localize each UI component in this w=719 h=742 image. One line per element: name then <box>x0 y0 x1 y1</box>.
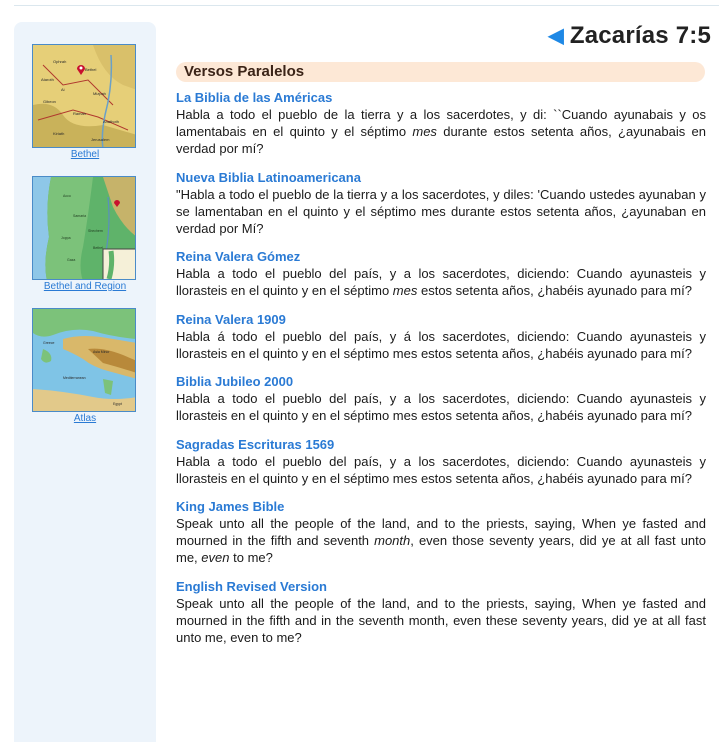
section-title: Versos Paralelos <box>184 63 305 80</box>
bethel-region-map-thumbnail[interactable] <box>32 176 136 280</box>
bethel-map-thumbnail[interactable] <box>32 44 136 148</box>
map-card-bethel-region[interactable] <box>32 176 138 293</box>
svg-text:Mediterranean: Mediterranean <box>63 376 86 380</box>
verse-text: Habla a todo el pueblo de la tierra y a los sacerdotes, y di: ``Cuando ayunabais y os lamentabais en el quinto y el séptimo mes durante estos setenta años, ¿ayunabais en verdad por mí? <box>176 107 707 156</box>
map-card-atlas[interactable] <box>32 308 138 425</box>
list-item <box>176 311 706 362</box>
svg-text:Shechem: Shechem <box>88 229 103 233</box>
svg-text:Asia Minor: Asia Minor <box>93 350 110 354</box>
map-caption-bethel[interactable]: Bethel <box>70 149 100 160</box>
version-link[interactable]: La Biblia de las Américas <box>176 90 333 105</box>
svg-text:Joppa: Joppa <box>61 236 71 240</box>
top-divider <box>14 5 719 6</box>
svg-text:Jerusalem: Jerusalem <box>91 137 110 142</box>
verse-text: Habla á todo el pueblo del país, y á los sacerdotes, diciendo: Cuando ayunasteis y llorasteis en el quinto y en el séptimo mes estos setenta años, ¿habéis ayunado para mí? <box>176 328 706 361</box>
verse-text: Habla a todo el pueblo del país, y a los sacerdotes, diciendo: Cuando ayunasteis y llorasteis en el quinto y en el séptimo mes estos setenta años, ¿habéis ayunado para mí? <box>176 453 706 486</box>
svg-text:Gaza: Gaza <box>67 258 76 262</box>
svg-text:Bethel: Bethel <box>93 246 103 250</box>
svg-text:Anathoth: Anathoth <box>103 119 120 124</box>
svg-text:Ramah: Ramah <box>73 111 86 116</box>
svg-text:Ophrah: Ophrah <box>53 59 67 64</box>
page-title <box>548 22 711 50</box>
svg-text:Mizpah: Mizpah <box>93 91 106 96</box>
verse-text: "Habla a todo el pueblo de la tierra y a los sacerdotes, y diles: 'Cuando ustedes ayunaban y se lamentaban en el quinto y el séptimo mes durante estos setenta años, ¿ayunaban en verdad por Mí? <box>176 186 706 236</box>
list-item <box>176 498 706 566</box>
atlas-map-thumbnail[interactable] <box>32 308 136 412</box>
version-link[interactable]: English Revised Version <box>176 578 327 594</box>
svg-text:Gibeon: Gibeon <box>43 99 56 104</box>
version-link[interactable]: King James Bible <box>176 499 285 514</box>
verse-text: Habla a todo el pueblo del país, y a los sacerdotes, diciendo: Cuando ayunasteis y llorasteis en el quinto y en el séptimo mes estos setenta años, ¿habéis ayunado para mí? <box>176 266 706 298</box>
svg-text:Egypt: Egypt <box>113 402 122 406</box>
svg-text:Ai: Ai <box>61 87 65 92</box>
version-link[interactable]: Nueva Biblia Latinoamericana <box>176 169 361 185</box>
map-caption-bethel-region[interactable]: Bethel and Region <box>43 281 127 292</box>
svg-text:Ataroth: Ataroth <box>41 77 54 82</box>
verse-text: Habla a todo el pueblo del país, y a los sacerdotes, diciendo: Cuando ayunasteis y llorasteis en el quinto y en el séptimo mes estos setenta años, ¿habéis ayunado para mí? <box>176 391 706 423</box>
map-card-bethel[interactable] <box>32 44 138 161</box>
section-header <box>176 62 705 82</box>
parallel-verses-list <box>176 89 706 657</box>
svg-text:Acco: Acco <box>63 194 71 198</box>
verse-text: Speak unto all the people of the land, and to the priests, saying, When ye fasted and mourned in the fifth and in the seventh month, even these seventy years, did ye at all fast unto me, even to me? <box>176 595 706 645</box>
verse-text: Speak unto all the people of the land, and to the priests, saying, When ye fasted and mourned in the fifth and seventh month, even those seventy years, did ye at all fast unto me, even to me? <box>176 516 706 565</box>
svg-text:Samaria: Samaria <box>73 214 87 218</box>
list-item <box>176 578 706 646</box>
page-title-text: Zacarías 7:5 <box>569 22 711 49</box>
svg-text:Greece: Greece <box>43 341 55 345</box>
left-triangle-icon[interactable]: ◀ <box>548 25 564 47</box>
version-link[interactable]: Biblia Jubileo 2000 <box>176 374 294 389</box>
version-link[interactable]: Reina Valera Gómez <box>176 249 301 264</box>
list-item <box>176 169 706 237</box>
version-link[interactable]: Sagradas Escrituras 1569 <box>176 436 335 452</box>
list-item <box>176 248 706 299</box>
list-item <box>176 373 706 424</box>
version-link[interactable]: Reina Valera 1909 <box>176 311 286 327</box>
svg-text:Kiriath: Kiriath <box>53 131 65 136</box>
map-caption-atlas[interactable]: Atlas <box>73 413 97 424</box>
list-item <box>176 436 706 487</box>
sidebar-maps <box>14 22 156 742</box>
svg-text:Bethel: Bethel <box>85 67 97 72</box>
list-item <box>176 89 706 157</box>
